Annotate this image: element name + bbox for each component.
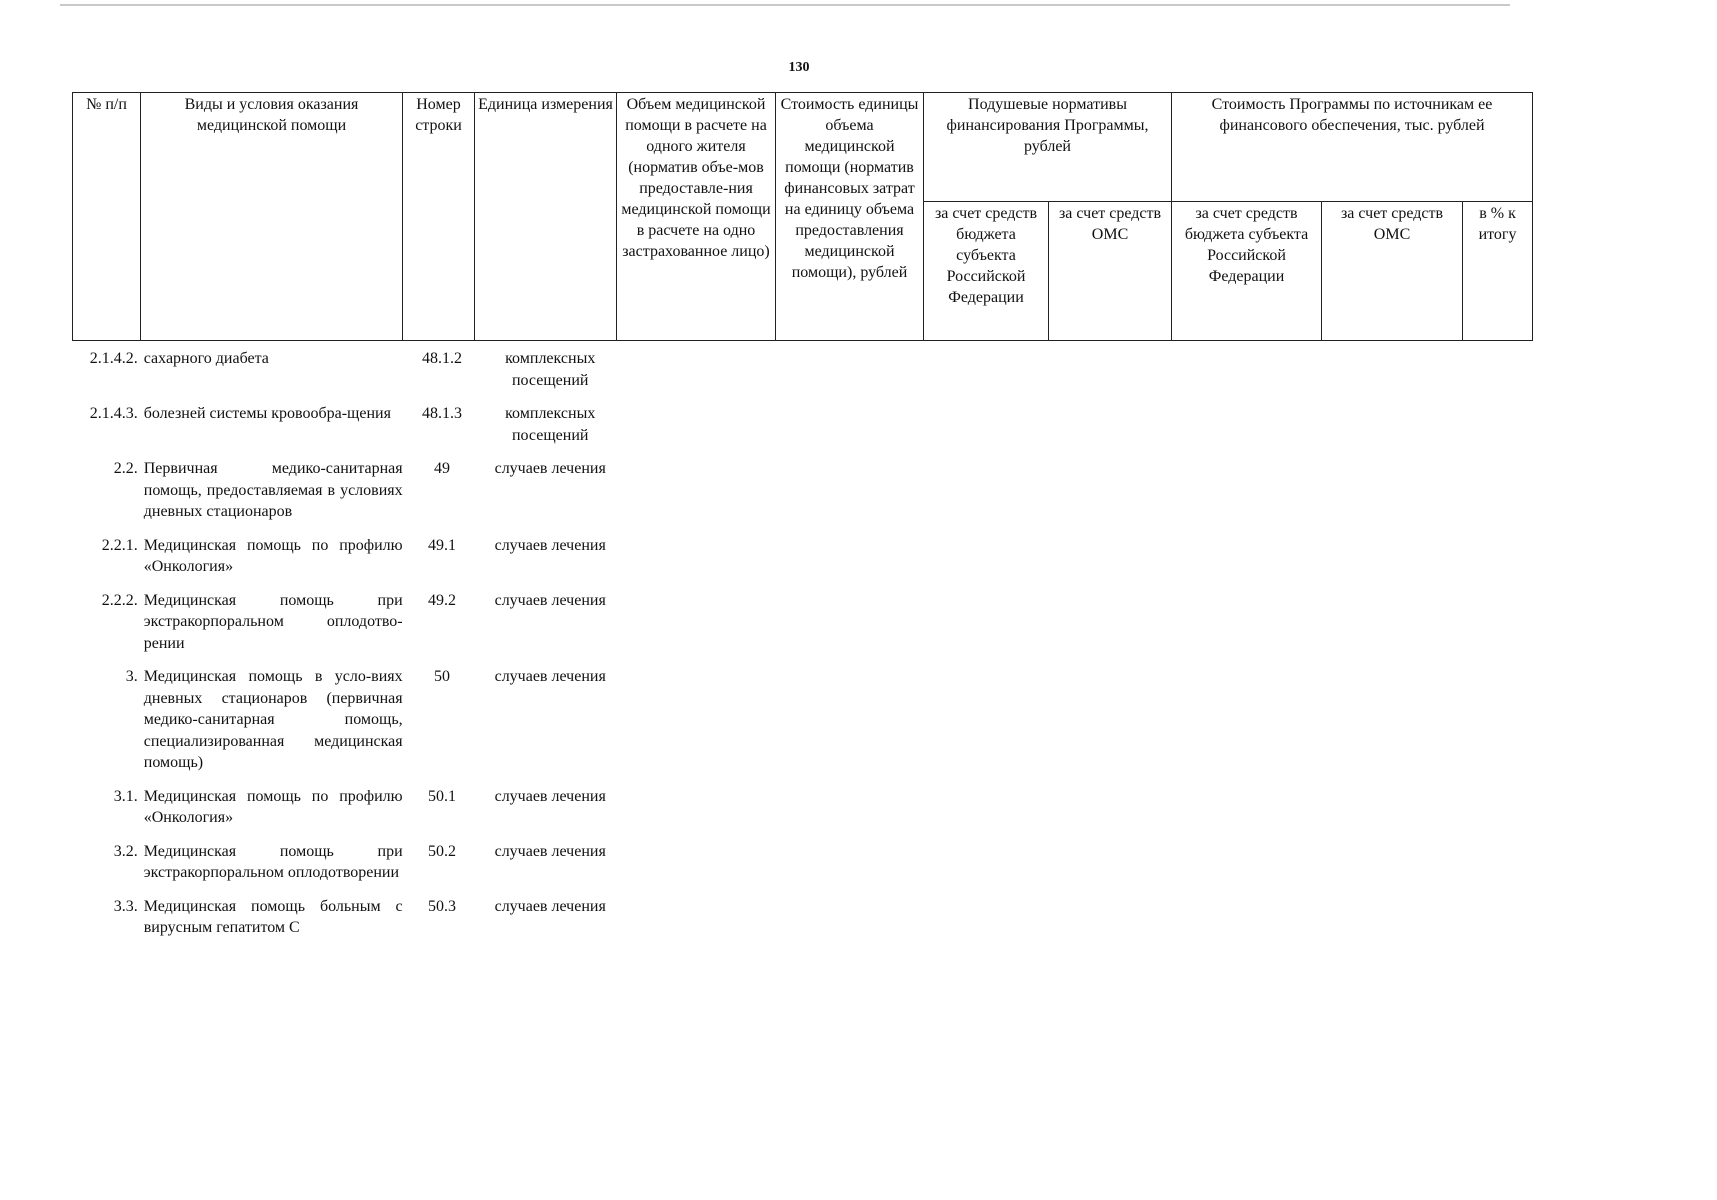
top-rule [60,4,1510,6]
row-number: 3.2. [113,842,138,860]
row-unit: случаев лечения [494,842,606,860]
row-unit: случаев лечения [494,591,606,609]
table-row [72,896,622,939]
table-row [72,666,622,774]
row-unit: случаев лечения [494,787,606,805]
header-col-cost: Стоимость единицы объема медицинской помощи (норматив финансовых затрат на единицу объема предоставления медицинской помощи), рублей [776,93,924,341]
row-name: сахарного диабета [143,350,269,367]
table-row [72,786,622,829]
row-unit: случаев лечения [494,460,606,477]
table-row [72,458,622,523]
row-name: Первичная медико-санитарная помощь, предоставляемая в условиях дневных стационаров [143,460,403,520]
row-line-number: 49.1 [428,536,457,554]
header-col-percapita: Подушевые нормативы финансирования Программы, рублей [924,93,1172,202]
header-col-volume: Объем медицинской помощи в расчете на одного жителя (норматив объе-мов предоставле-ния медицинской помощи в расчете на одно застрахованное лицо) [617,93,776,341]
row-name: Медицинская помощь больным с вирусным гепатитом С [143,897,403,936]
header-sub-percapita-budget: за счет средств бюджета субъекта Российской Федерации [924,202,1049,341]
header-col-unit: Единица измерения [475,93,617,341]
row-name: Медицинская помощь в усло-виях дневных стационаров (первичная медико-санитарная помощь, специализированная медицинская помощь) [143,668,403,771]
row-line-number: 50.2 [428,842,457,860]
row-line-number: 50.1 [428,787,457,805]
table-row [72,841,622,884]
row-number: 3.3. [113,897,138,915]
header-sub-cost-budget: за счет средств бюджета субъекта Российской Федерации [1172,202,1322,341]
row-name: болезней системы кровообра-щения [143,405,391,422]
page-number: 130 [788,60,810,75]
header-sub-percapita-oms: за счет средств ОМС [1049,202,1172,341]
table-row [72,348,622,391]
row-unit: случаев лечения [494,536,606,554]
header-col-num: № п/п [73,93,141,341]
table-row [72,535,622,578]
row-number: 3.1. [113,787,138,805]
row-line-number: 49.2 [428,591,457,609]
header-col-line: Номер строки [403,93,475,341]
row-line-number: 48.1.2 [422,350,463,367]
header-col-kinds: Виды и условия оказания медицинской помощи [141,93,403,341]
row-unit: случаев лечения [494,668,606,685]
table-row [72,403,622,446]
header-sub-cost-oms: за счет средств ОМС [1322,202,1463,341]
row-number: 2.2.2. [101,591,138,609]
row-line-number: 49 [434,460,451,477]
row-line-number: 48.1.3 [422,405,463,422]
row-number: 2.2.1. [101,536,138,554]
row-name: Медицинская помощь по профилю «Онкология» [143,536,403,575]
row-name: Медицинская помощь при экстракорпоральном оплодотворении [143,842,403,881]
row-unit: случаев лечения [494,897,606,915]
row-unit: комплексных посещений [505,405,596,444]
row-name: Медицинская помощь по профилю «Онкология» [143,787,403,826]
row-number: 3. [125,668,138,685]
body-table [72,348,622,939]
row-line-number: 50.3 [428,897,457,915]
row-number: 2.1.4.2. [89,350,138,367]
header-sub-cost-percent: в % к итогу [1463,202,1533,341]
header-col-program-cost: Стоимость Программы по источникам ее финансового обеспечения, тыс. рублей [1172,93,1533,202]
row-unit: комплексных посещений [505,350,596,389]
row-name: Медицинская помощь при экстракорпоральном оплодотво-рении [143,591,403,652]
row-line-number: 50 [434,668,451,685]
table-row [72,590,622,655]
header-table [72,92,1533,341]
row-number: 2.1.4.3. [89,405,138,422]
row-number: 2.2. [113,460,138,477]
